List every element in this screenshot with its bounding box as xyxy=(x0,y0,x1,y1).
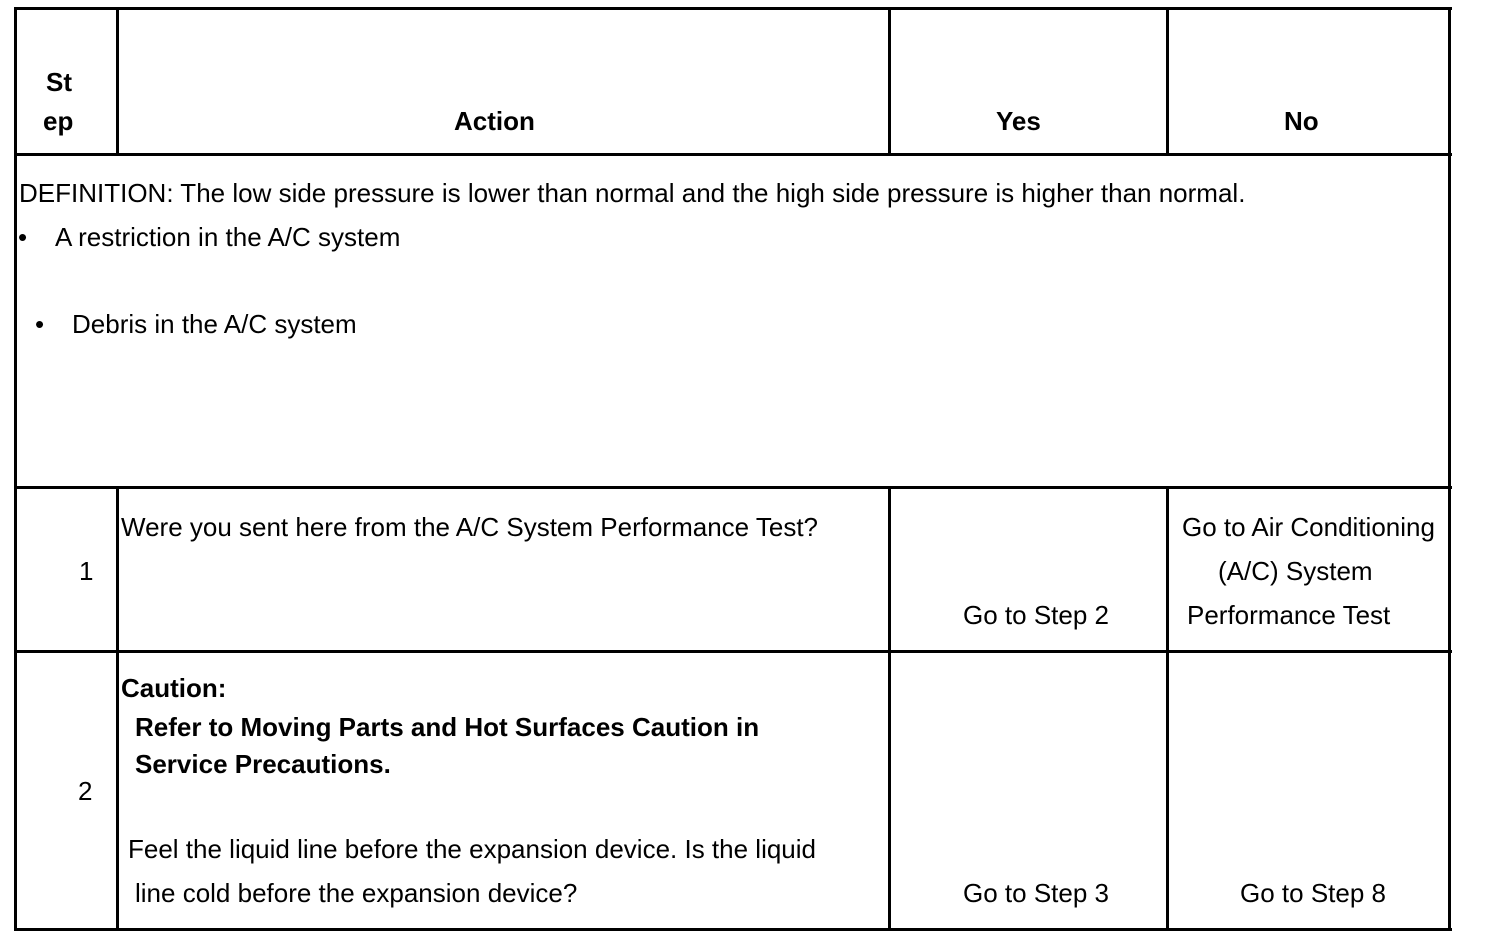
definition-bottom-rule xyxy=(14,486,1452,489)
caution-line1: Refer to Moving Parts and Hot Surfaces Caution in xyxy=(135,712,760,742)
table-border-right xyxy=(1448,7,1451,931)
row2-yes: Go to Step 3 xyxy=(963,878,1109,908)
header-no: No xyxy=(1284,106,1319,136)
table-border-top xyxy=(14,7,1452,10)
caution-line2: Service Precautions. xyxy=(135,749,391,779)
table-border-bottom xyxy=(14,928,1452,931)
body-col-divider-step xyxy=(116,486,119,931)
row1-step: 1 xyxy=(79,556,94,586)
body-col-divider-yes xyxy=(1166,486,1169,931)
row2-action-line2: line cold before the expansion device? xyxy=(135,878,578,908)
table-border-left xyxy=(14,7,17,931)
bullet-marker: • xyxy=(35,309,45,339)
row1-yes: Go to Step 2 xyxy=(963,600,1109,630)
row1-bottom-rule xyxy=(14,650,1452,653)
row1-no-line1: Go to Air Conditioning xyxy=(1182,512,1435,542)
body-col-divider-action xyxy=(888,486,891,931)
definition-text: DEFINITION: The low side pressure is lower than normal and the high side pressure is higher than normal. xyxy=(19,178,1246,208)
row2-no: Go to Step 8 xyxy=(1240,878,1386,908)
row1-no-line3: Performance Test xyxy=(1187,600,1391,630)
bullet-item: A restriction in the A/C system xyxy=(55,222,401,252)
row2-action-line1: Feel the liquid line before the expansion device. Is the liquid xyxy=(128,834,816,864)
header-step-line2: ep xyxy=(43,106,74,136)
bullet-item: Debris in the A/C system xyxy=(72,309,357,339)
header-step-line1: St xyxy=(46,67,72,97)
header-action: Action xyxy=(454,106,535,136)
row1-action: Were you sent here from the A/C System Performance Test? xyxy=(121,512,819,542)
header-col-divider-yes xyxy=(1166,7,1169,156)
header-col-divider-action xyxy=(888,7,891,156)
row2-step: 2 xyxy=(78,776,93,806)
bullet-marker: • xyxy=(18,222,28,252)
header-yes: Yes xyxy=(996,106,1041,136)
caution-title: Caution: xyxy=(121,673,227,703)
header-bottom-rule xyxy=(14,153,1452,156)
row1-no-line2: (A/C) System xyxy=(1218,556,1373,586)
header-col-divider-step xyxy=(116,7,119,156)
